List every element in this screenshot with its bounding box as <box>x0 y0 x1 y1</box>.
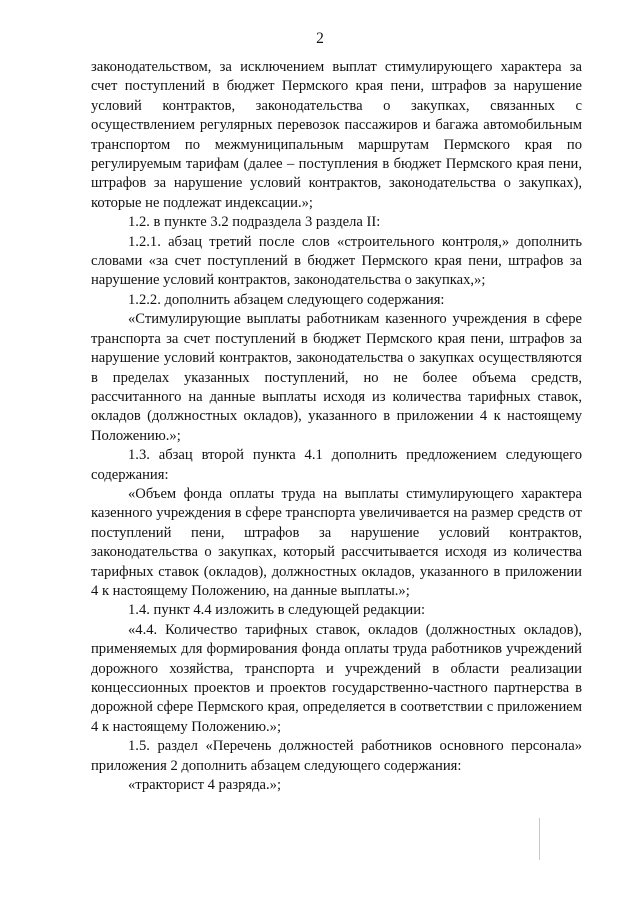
scan-artifact-line <box>539 818 540 860</box>
paragraph-1-4: 1.4. пункт 4.4 изложить в следующей редакции: <box>128 602 426 619</box>
document-body <box>91 58 582 795</box>
paragraph-1-3: 1.3. абзац второй пункта 4.1 дополнить предложением следующего содержания: <box>91 447 582 483</box>
paragraph-1-2-2: 1.2.2. дополнить абзацем следующего содержания: <box>128 291 445 308</box>
paragraph-1-5-quote: «тракторист 4 разряда.»; <box>128 777 282 794</box>
paragraph-1-2: 1.2. в пункте 3.2 подраздела 3 раздела II: <box>128 214 381 231</box>
page-number: 2 <box>316 30 324 47</box>
paragraph-1-2-2-quote: «Стимулирующие выплаты работникам казенного учреждения в сфере транспорта за счет поступлений в бюджет Пермского края пени, штрафов за нарушение условий контрактов, законодательства о закупках осуществляются в пределах указанных поступлений, но не более объема средств, рассчитанного на данные выплаты исходя из количества тарифных ставок, окладов (должностных окладов), указанного в приложении 4 к настоящему Положению.»; <box>91 311 582 444</box>
paragraph-1-2-1: 1.2.1. абзац третий после слов «строительного контроля,» дополнить словами «за счет поступлений в бюджет Пермского края пени, штрафов за нарушение условий контрактов, законодательства о закупках,»; <box>91 233 582 289</box>
paragraph-1-5: 1.5. раздел «Перечень должностей работников основного персонала» приложения 2 дополнить абзацем следующего содержания: <box>91 738 582 774</box>
paragraph-continuation: законодательством, за исключением выплат стимулирующего характера за счет поступлений в бюджет Пермского края пени, штрафов за нарушение условий контрактов, законодательства о закупках, связанных с осуществлением регулярных перевозок пассажиров и багажа автомобильным транспортом по межмуниципальным маршрутам Пермского края по регулируемым тарифам (далее – поступления в бюджет Пермского края пени, штрафов за нарушение условий контрактов, законодательства о закупках), которые не подлежат индексации.»; <box>91 59 582 211</box>
paragraph-1-4-quote: «4.4. Количество тарифных ставок, окладов (должностных окладов), применяемых для формирования фонда оплаты труда работников учреждений дорожного хозяйства, транспорта и учреждений в области реализации концессионных проектов и проектов государственно-частного партнерства в дорожной сфере Пермского края, определяется в соответствии с приложением 4 к настоящему Положению.»; <box>91 621 582 735</box>
paragraph-1-3-quote: «Объем фонда оплаты труда на выплаты стимулирующего характера казенного учреждения в сфере транспорта увеличивается на размер средств от поступлений пени, штрафов за нарушение условий контрактов, законодательства о закупках, который рассчитывается исходя из количества тарифных ставок (окладов), должностных окладов, указанного в приложении 4 к настоящему Положению, на данные выплаты.»; <box>91 485 582 599</box>
